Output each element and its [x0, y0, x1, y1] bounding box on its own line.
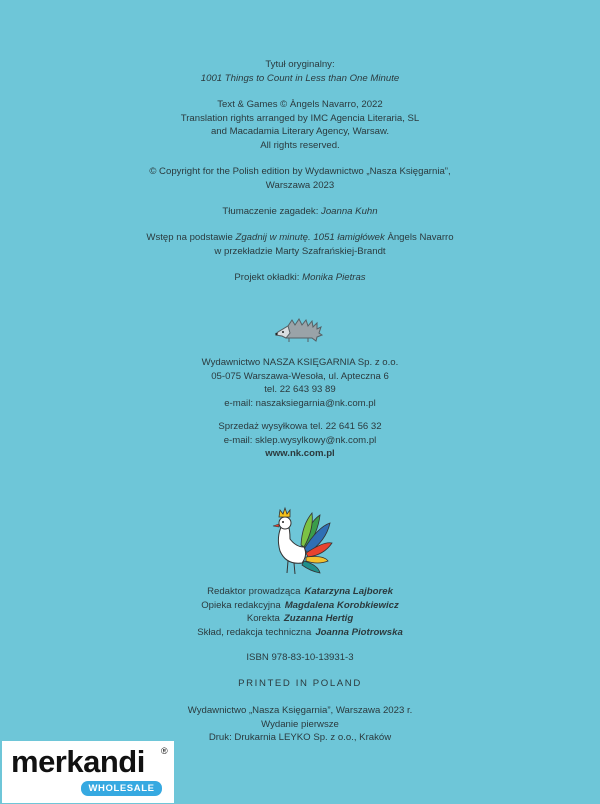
- rights-line: and Macadamia Literary Agency, Warsaw.: [210, 126, 390, 137]
- original-title: 1001 Things to Count in Less than One Minute: [200, 72, 400, 84]
- credit-role: Redaktor prowadząca: [207, 586, 301, 597]
- credit-row: [0, 612, 600, 626]
- credits-block: [0, 585, 600, 639]
- wholesale-badge: WHOLESALE: [81, 781, 162, 796]
- credit-row: [0, 626, 600, 640]
- based-on-prefix: Wstęp na podstawie: [146, 232, 236, 243]
- translation-label: Tłumaczenie zagadek:: [222, 206, 322, 217]
- translation-line: [0, 205, 600, 219]
- based-on-line2: w przekładzie Marty Szafrańskiej-Brandt: [214, 245, 386, 257]
- translator-name: Joanna Kuhn: [321, 206, 378, 217]
- sales-line: e-mail: sklep.wysylkowy@nk.com.pl: [223, 434, 377, 446]
- original-title-label: Tytuł oryginalny:: [265, 59, 335, 70]
- hedgehog-icon: [274, 318, 326, 344]
- credit-name: Zuzanna Hertig: [283, 613, 354, 624]
- credit-row: [0, 599, 600, 613]
- based-on-block: [0, 231, 600, 258]
- publisher-line: tel. 22 643 93 89: [264, 384, 336, 395]
- cover-label: Projekt okładki:: [234, 272, 303, 283]
- credit-role: Opieka redakcyjna: [201, 599, 281, 611]
- publisher-line: 05-075 Warszawa-Wesoła, ul. Apteczna 6: [211, 370, 389, 382]
- edition-line: Druk: Drukarnia LEYKO Sp. z o.o., Kraków: [208, 732, 392, 743]
- cover-designer-name: Monika Pietras: [302, 272, 366, 283]
- copyright-line: © Copyright for the Polish edition by Wydawnictwo „Nasza Księgarnia”,: [149, 166, 451, 177]
- edition-line: Wydawnictwo „Nasza Księgarnia”, Warszawa 2023 r.: [187, 705, 413, 716]
- publisher-block: [0, 356, 600, 410]
- sales-block: [0, 420, 600, 461]
- publisher-line: Wydawnictwo NASZA KSIĘGARNIA Sp. z o.o.: [201, 357, 399, 368]
- watermark-word: merkandi: [11, 744, 145, 779]
- credit-name: Joanna Piotrowska: [315, 626, 403, 638]
- credit-role: Korekta: [246, 613, 280, 624]
- rights-line: Text & Games © Àngels Navarro, 2022: [217, 99, 383, 110]
- based-on-suffix: Àngels Navarro: [384, 232, 454, 243]
- based-on-title: Zgadnij w minutę. 1051 łamigłówek: [235, 232, 385, 243]
- publisher-line: e-mail: naszaksiegarnia@nk.com.pl: [224, 397, 376, 409]
- sales-line: Sprzedaż wysyłkowa tel. 22 641 56 32: [218, 421, 382, 432]
- registered-mark: ®: [161, 746, 168, 756]
- website-link[interactable]: www.nk.com.pl: [265, 448, 335, 459]
- merkandi-watermark-logo: [2, 741, 174, 803]
- rights-line: All rights reserved.: [260, 139, 340, 151]
- peacock-icon: [268, 503, 334, 579]
- isbn: ISBN 978-83-10-13931-3: [246, 652, 354, 663]
- printed-in: PRINTED IN POLAND: [238, 678, 362, 689]
- printed-line: [0, 677, 600, 691]
- credit-name: Magdalena Korobkiewicz: [284, 599, 399, 611]
- cover-line: [0, 271, 600, 285]
- edition-line: Wydanie pierwsze: [261, 718, 339, 730]
- rights-line: Translation rights arranged by IMC Agencia Literaria, SL: [180, 112, 420, 124]
- credit-role: Skład, redakcja techniczna: [197, 626, 312, 638]
- original-title-block: [0, 58, 600, 85]
- isbn-line: [0, 651, 600, 665]
- edition-block: [0, 704, 600, 745]
- credit-name: Katarzyna Lajborek: [304, 586, 393, 597]
- rights-block: [0, 98, 600, 152]
- copyright-line: Warszawa 2023: [265, 179, 335, 191]
- credit-row: [0, 585, 600, 599]
- copyright-block: [0, 165, 600, 192]
